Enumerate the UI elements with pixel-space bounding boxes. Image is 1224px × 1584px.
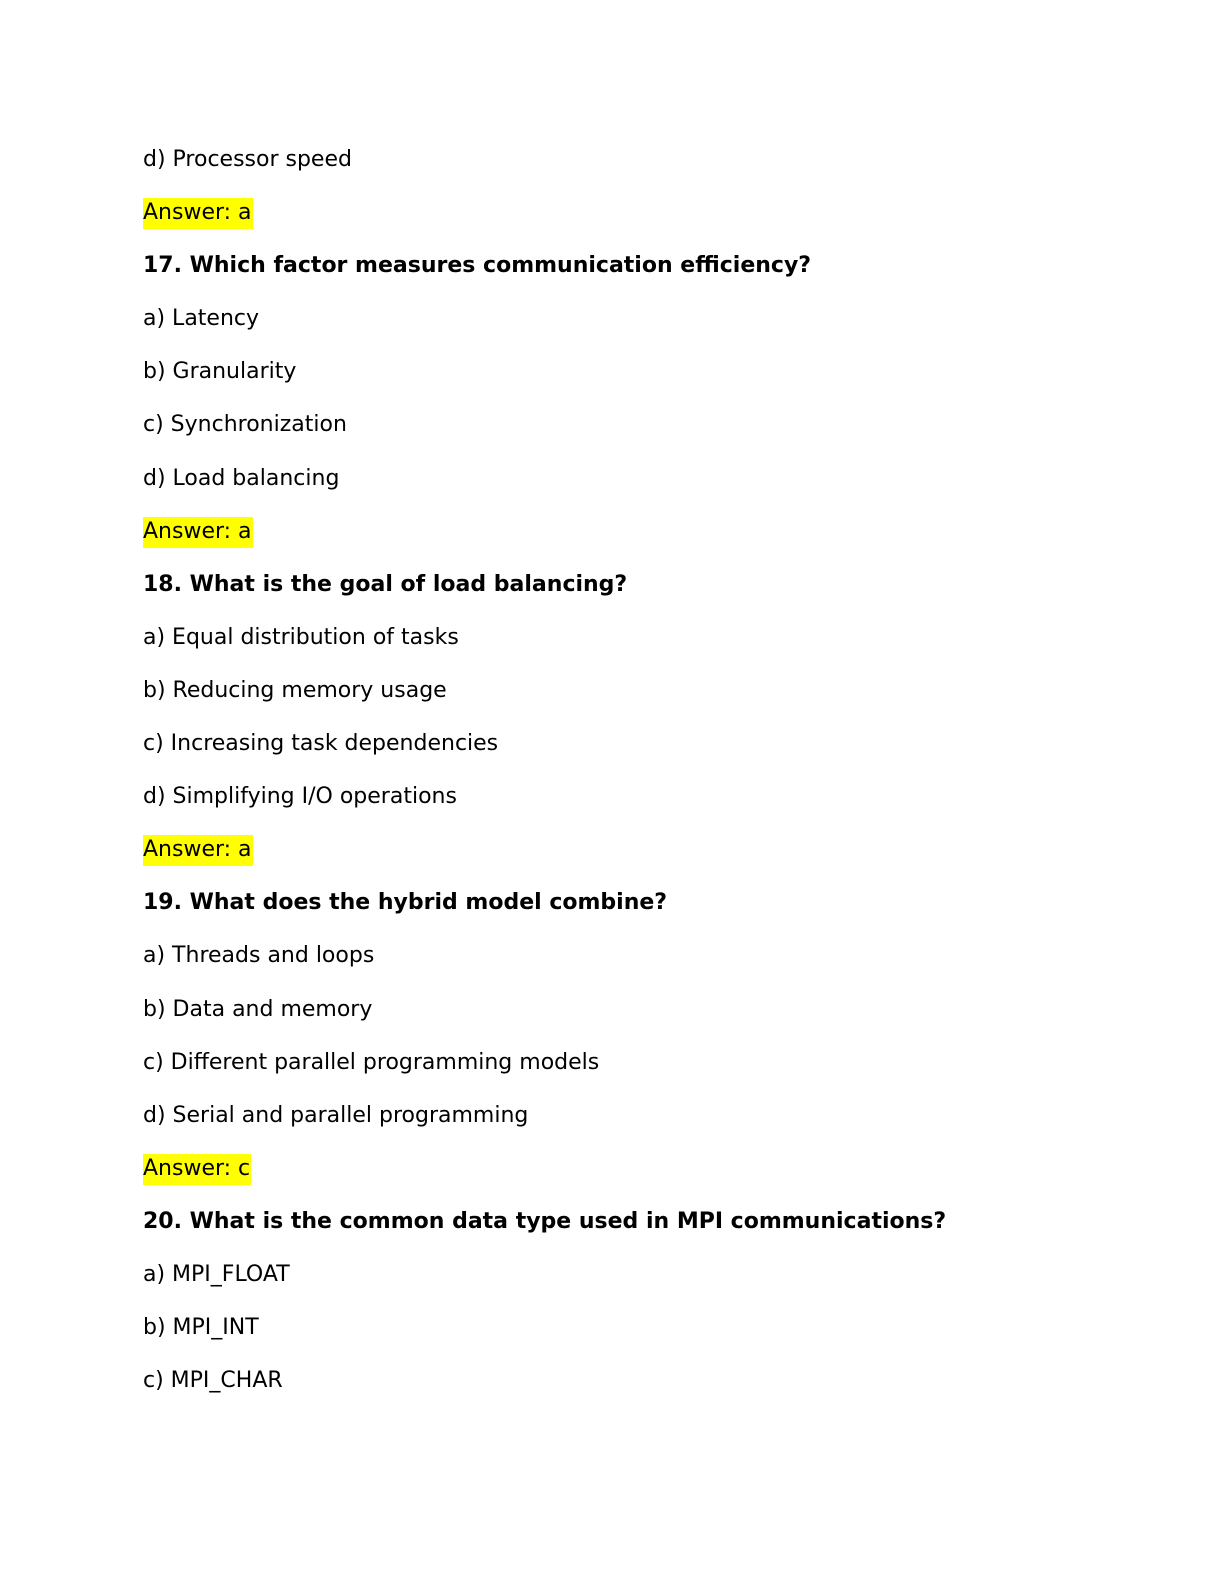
option-19d: d) Serial and parallel programming [143,1102,529,1128]
option-20c: c) MPI_CHAR [143,1368,283,1394]
option-18d: d) Simplifying I/O operations [143,784,457,810]
option-19c: c) Different parallel programming models [143,1049,600,1075]
option-18a: a) Equal distribution of tasks [143,624,459,650]
answer-19 [143,1148,1103,1201]
answer-17 [143,511,1103,564]
option-17d: d) Load balancing [143,465,340,491]
answer-18 [143,829,1103,882]
option-17a: a) Latency [143,306,260,332]
option-16d: d) Processor speed [143,147,352,172]
question-17: 17. Which factor measures communication efficiency? [143,253,812,279]
option-20a: a) MPI_FLOAT [143,1261,290,1287]
question-20: 20. What is the common data type used in MPI communications? [143,1208,947,1234]
answer-19-text: Answer: c [143,1154,251,1185]
answer-16-text: Answer: a [143,198,253,229]
option-19a: a) Threads and loops [143,943,375,969]
answer-16 [143,192,1103,245]
option-19b: b) Data and memory [143,996,373,1022]
option-17b: b) Granularity [143,359,297,385]
question-18: 18. What is the goal of load balancing? [143,571,628,597]
option-18c: c) Increasing task dependencies [143,731,499,757]
option-17c: c) Synchronization [143,412,347,438]
page-content [143,139,1103,1413]
answer-18-text: Answer: a [143,835,253,866]
answer-17-text: Answer: a [143,517,253,548]
option-18b: b) Reducing memory usage [143,677,447,703]
option-20b: b) MPI_INT [143,1315,259,1341]
question-19: 19. What does the hybrid model combine? [143,890,668,916]
